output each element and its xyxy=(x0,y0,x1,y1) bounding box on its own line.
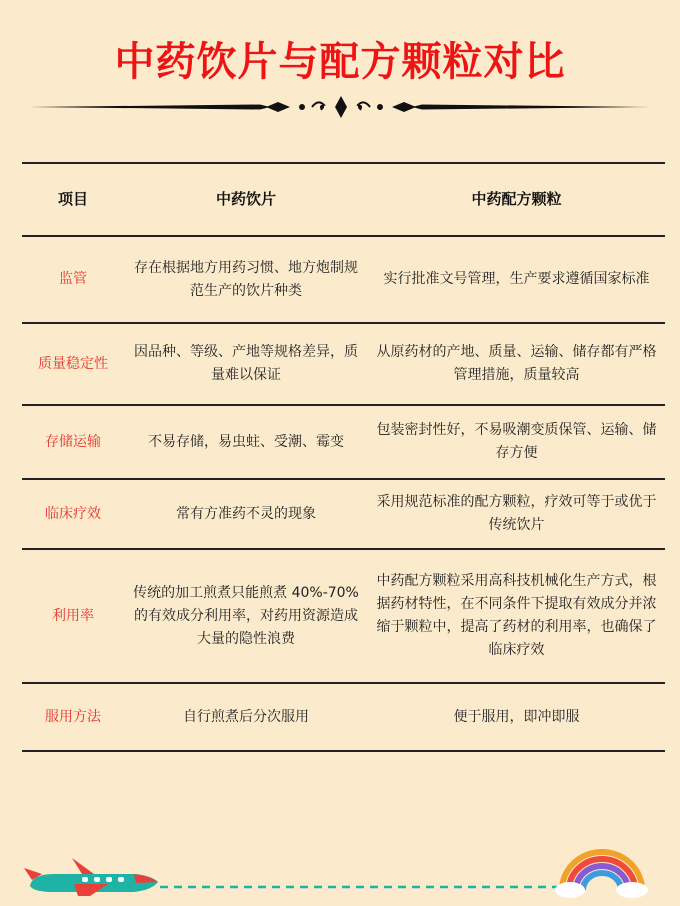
formula-granules-cell: 便于服用，即冲即服 xyxy=(368,683,665,751)
table-row xyxy=(22,405,665,479)
formula-granules-cell: 从原药材的产地、质量、运输、储存都有严格管理措施，质量较高 xyxy=(368,323,665,405)
row-label: 质量稳定性 xyxy=(22,323,124,405)
formula-granules-cell: 中药配方颗粒采用高科技机械化生产方式，根据药材特性，在不同条件下提取有效成分并浓缩于颗粒中，提高了药材的利用率，也确保了临床疗效 xyxy=(368,549,665,683)
page-title: 中药饮片与配方颗粒对比 xyxy=(114,39,566,85)
decoction-pieces-cell: 传统的加工煎煮只能煎煮 40%-70%的有效成分利用率，对药用资源造成大量的隐性浪费 xyxy=(124,549,368,683)
decoction-pieces-cell: 不易存储，易虫蛀、受潮、霉变 xyxy=(124,405,368,479)
formula-granules-cell: 采用规范标准的配方颗粒，疗效可等于或优于传统饮片 xyxy=(368,479,665,549)
decoction-pieces-cell: 常有方准药不灵的现象 xyxy=(124,479,368,549)
decoction-pieces-cell: 自行煎煮后分次服用 xyxy=(124,683,368,751)
row-label: 临床疗效 xyxy=(22,479,124,549)
table-row xyxy=(22,479,665,549)
row-label: 服用方法 xyxy=(22,683,124,751)
comparison-table xyxy=(22,162,665,752)
decoction-pieces-cell: 存在根据地方用药习惯、地方炮制规范生产的饮片种类 xyxy=(124,236,368,323)
table-row xyxy=(22,236,665,323)
divider-ornament xyxy=(30,94,652,120)
flight-path-dashes xyxy=(160,885,560,889)
header-decoction-pieces: 中药饮片 xyxy=(124,163,368,236)
row-label: 利用率 xyxy=(22,549,124,683)
header-formula-granules: 中药配方颗粒 xyxy=(368,163,665,236)
decoction-pieces-cell: 因品种、等级、产地等规格差异，质量难以保证 xyxy=(124,323,368,405)
row-label: 监管 xyxy=(22,236,124,323)
row-label: 存储运输 xyxy=(22,405,124,479)
table-row xyxy=(22,549,665,683)
formula-granules-cell: 实行批准文号管理，生产要求遵循国家标准 xyxy=(368,236,665,323)
table-row xyxy=(22,323,665,405)
formula-granules-cell: 包装密封性好，不易吸潮变质保管、运输、储存方便 xyxy=(368,405,665,479)
airplane-icon xyxy=(24,852,164,898)
table-header-row xyxy=(22,163,665,236)
table-row xyxy=(22,683,665,751)
header-item: 项目 xyxy=(22,163,124,236)
rainbow-icon xyxy=(554,848,650,898)
